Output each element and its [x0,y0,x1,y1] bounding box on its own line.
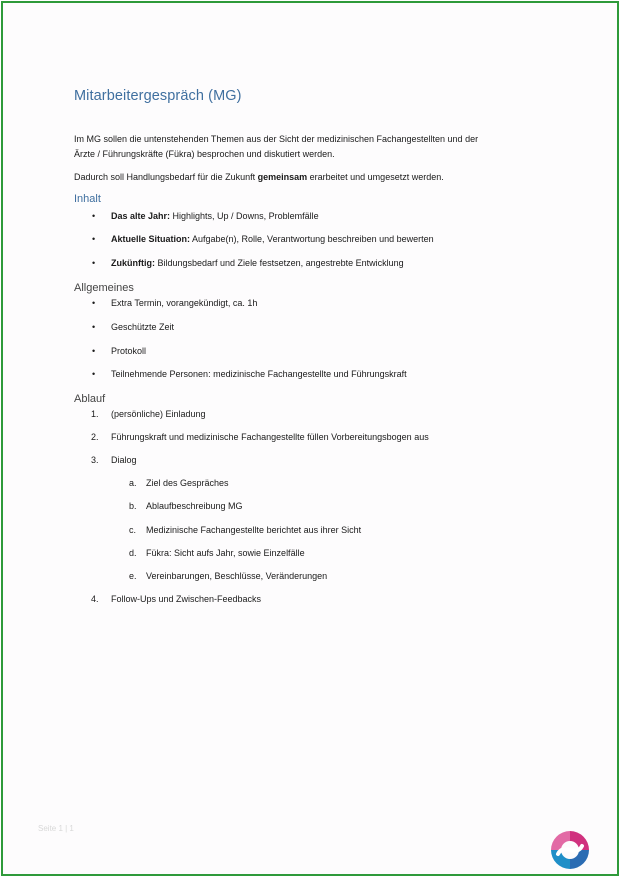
intro-paragraph-1 [74,132,554,162]
list-item: Extra Termin, vorangekündigt, ca. 1h [111,298,258,308]
list-item: Führungskraft und medizinische Fachangestellte füllen Vorbereitungsbogen aus [111,432,429,442]
list-number: 4. [91,594,99,604]
sublist-item: Ziel des Gespräches [146,478,229,488]
intro2-pre: Dadurch soll Handlungsbedarf für die Zukunft [74,172,258,182]
page-footer: Seite 1 | 1 [38,824,74,833]
sublist-letter: d. [129,548,137,558]
list-number: 1. [91,409,99,419]
bullet-marker: • [92,346,96,356]
sublist-letter: a. [129,478,137,488]
intro2-post: erarbeitet und umgesetzt werden. [307,172,444,182]
sublist-letter: c. [129,525,137,535]
bullet-marker: • [92,322,96,332]
intro2-bold: gemeinsam [257,172,308,182]
section-heading-allgemeines: Allgemeines [74,282,134,294]
sublist-letter: b. [129,501,137,511]
list-number: 3. [91,455,99,465]
list-item-text: Aufgabe(n), Rolle, Verantwortung beschreiben und bewerten [190,234,434,244]
list-item-bold: Aktuelle Situation: [111,234,191,244]
list-item: Dialog [111,455,137,465]
list-number: 2. [91,432,99,442]
intro-line-1: Im MG sollen die untenstehenden Themen aus der Sicht der medizinischen Fachangestellten und der [74,134,479,144]
bullet-marker: • [92,298,96,308]
list-item-bold: Das alte Jahr: [111,211,171,221]
section-heading-ablauf: Ablauf [74,393,106,405]
list-item: Teilnehmende Personen: medizinische Fachangestellte und Führungskraft [111,369,407,379]
brand-logo-icon [548,828,592,872]
list-item-text: Bildungsbedarf und Ziele festsetzen, angestrebte Entwicklung [155,258,404,268]
sublist-item: Fükra: Sicht aufs Jahr, sowie Einzelfälle [146,548,305,558]
bullet-marker: • [92,234,96,244]
intro-line-2: Ärzte / Führungskräfte (Fükra) besprochen und diskutiert werden. [74,149,335,159]
sublist-item: Ablaufbeschreibung MG [146,501,243,511]
list-item [111,211,319,221]
bullet-marker: • [92,369,96,379]
list-item: Follow-Ups und Zwischen-Feedbacks [111,594,262,604]
document-title: Mitarbeitergespräch (MG) [74,88,242,104]
bullet-marker: • [92,211,96,221]
section-heading-inhalt: Inhalt [74,193,101,205]
list-item: Geschützte Zeit [111,322,175,332]
list-item-bold: Zukünftig: [111,258,155,268]
list-item [111,234,434,244]
list-item: Protokoll [111,346,147,356]
list-item-text: Highlights, Up / Downs, Problemfälle [170,211,319,221]
bullet-marker: • [92,258,96,268]
sublist-item: Medizinische Fachangestellte berichtet aus ihrer Sicht [146,525,362,535]
intro-paragraph-2 [74,170,554,185]
sublist-letter: e. [129,571,137,581]
sublist-item: Vereinbarungen, Beschlüsse, Veränderungen [146,571,328,581]
list-item [111,258,404,268]
list-item: (persönliche) Einladung [111,409,206,419]
